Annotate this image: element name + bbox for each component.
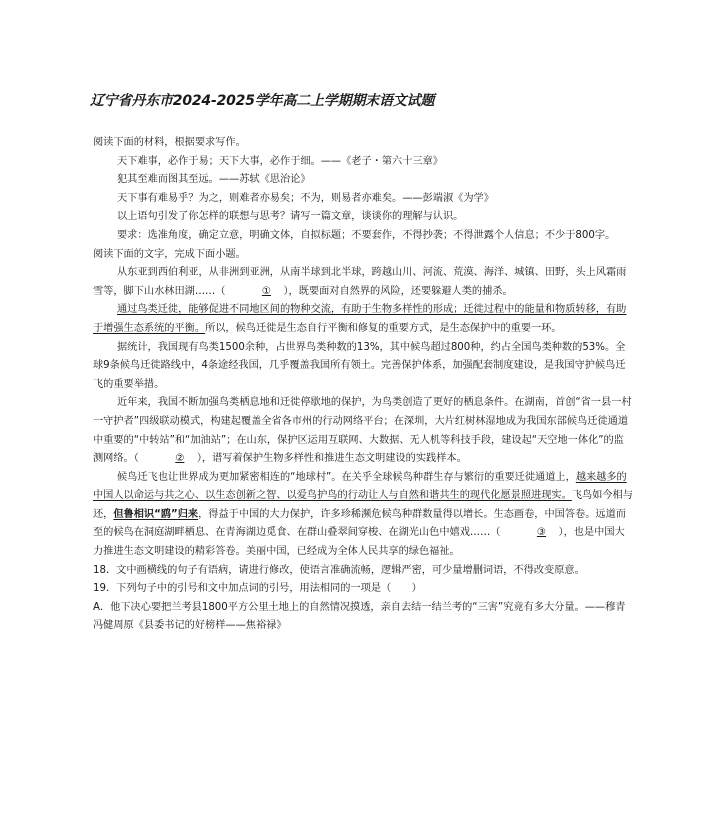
- instruction-line: 阅读下面的材料，根据要求写作。: [93, 137, 246, 148]
- paragraph-4-text-a: 近年来，我国不断加强鸟类栖息地和迁徙停歇地的保护，为鸟类创造了更好的栖息条件。在湖南，首创“省一县一村一守护者”四级联动模式，构建起覆盖全省各市州的行动网络平台；在深圳，大片红树林湿地成为我国东部候鸟迁徙通道中重要的“中转站”和“加油站”；在山东，保护区运用互联网、大数据、无人机等科技手段，建设起“天空地一体化”的监测网络。（: [93, 397, 632, 465]
- paragraph-5-text-b: 飞鸟如今相与还，: [93, 490, 633, 520]
- underlined-sentence-2: 越来越多的中国人以命运与共之心、以生态创新之智、以爱鸟护鸟的行动让人与自然和谐共生的现代化愿景照进现实。: [93, 471, 627, 502]
- paragraph-2-text: 所以，候鸟迁徙是生态自行平衡和修复的重要方式，是生态保护中的重要一环。: [205, 322, 562, 334]
- document-title: 辽宁省丹东市2024-2025学年高二上学期期末语文试题: [90, 93, 435, 109]
- blank-2: ②: [175, 453, 185, 465]
- document-body: [93, 134, 633, 636]
- reading-instruction: 阅读下面的文字，完成下面小题。: [93, 248, 246, 260]
- prompt-line: 以上语句引发了你怎样的联想与思考？请写一篇文章，谈谈你的理解与认识。: [117, 211, 464, 223]
- paragraph-5: [93, 469, 633, 562]
- paragraph-5-text-d: ），也是中国大力推进生态文明建设的精彩答卷。美丽中国，已经成为全体人民共享的绿色福祉。: [93, 527, 625, 558]
- underlined-sentence-1: 通过鸟类迁徙，能够促进不同地区间的物种交流，有助于生物多样性的形成；迁徙过程中的能量和物质转移，有助于增强生态系统的平衡。: [93, 304, 627, 334]
- paragraph-5-text-a: 候鸟迁飞也让世界成为更加紧密相连的“地球村”。在关乎全球候鸟种群生存与繁衍的重要迁徙通道上，: [117, 471, 576, 483]
- paragraph-4-text-b: ），谱写着保护生物多样性和推进生态文明建设的实践样本。: [196, 453, 467, 465]
- requirements: 要求：选准角度，确定立意，明确文体，自拟标题；不要套作，不得抄袭；不得泄露个人信息；不少于800字。: [117, 229, 616, 241]
- question-19: 19．下列句子中的引号和文中加点词的引号，用法相同的一项是（ ）: [93, 583, 422, 595]
- paragraph-1-text-b: ），既要面对自然界的风险，还要躲避人类的捕杀。: [283, 285, 513, 297]
- paragraph-1: [93, 264, 633, 301]
- quote-sushi: 犯其至难而图其至远。——苏轼《思治论》: [117, 174, 311, 186]
- quote-peng: 天下事有难易乎？为之，则难者亦易矣；不为，则易者亦难矣。——彭端淑《为学》: [117, 192, 494, 204]
- paragraph-2: [93, 301, 633, 338]
- paragraph-5-text-c: ，得益于中国的大力保护，许多珍稀濒危候鸟种群数量得以增长。生态画卷，中国答卷。远道而至的候鸟在洞庭湖畔栖息、在青海湖边觅食、在群山叠翠间穿梭、在湖光山色中嬉戏……（: [93, 508, 626, 539]
- dotted-phrase: 但鲁相识“鸥”归来: [113, 508, 199, 520]
- question-18: 18．文中画横线的句子有语病，请进行修改，使语言准确流畅，逻辑严密，可少量增删词语，不得改变原意。: [93, 564, 585, 576]
- quote-laozi: 天下难事，必作于易；天下大事，必作于细。——《老子・第六十三章》: [117, 155, 443, 167]
- paragraph-4: [93, 394, 633, 468]
- blank-1: ①: [261, 285, 271, 297]
- paragraph-3: 据统计，我国现有鸟类1500余种，占世界鸟类种数的13%，其中候鸟超过800种，约占全国鸟类种数的53%。全球9条候鸟迁徙路线中，4条途经我国，几乎覆盖我国所有领土。完善保护体系，加强配套制度建设，是我国守护候鸟迁飞的重要举措。: [93, 341, 626, 390]
- question-19-option-a: A．他下决心要把兰考县1800平方公里土地上的自然情况摸透，亲自去结一结兰考的“三害”究竟有多大分量。——穆青冯健周原《县委书记的好榜样——焦裕禄》: [93, 601, 626, 632]
- paragraph-1-text-a: 从东亚到西伯利亚，从非洲到亚洲，从南半球到北半球，跨越山川、河流、荒漠、海洋、城镇、田野，头上风霜雨雪等，脚下山水林田湖……（: [93, 267, 627, 297]
- blank-3: ③: [536, 527, 547, 539]
